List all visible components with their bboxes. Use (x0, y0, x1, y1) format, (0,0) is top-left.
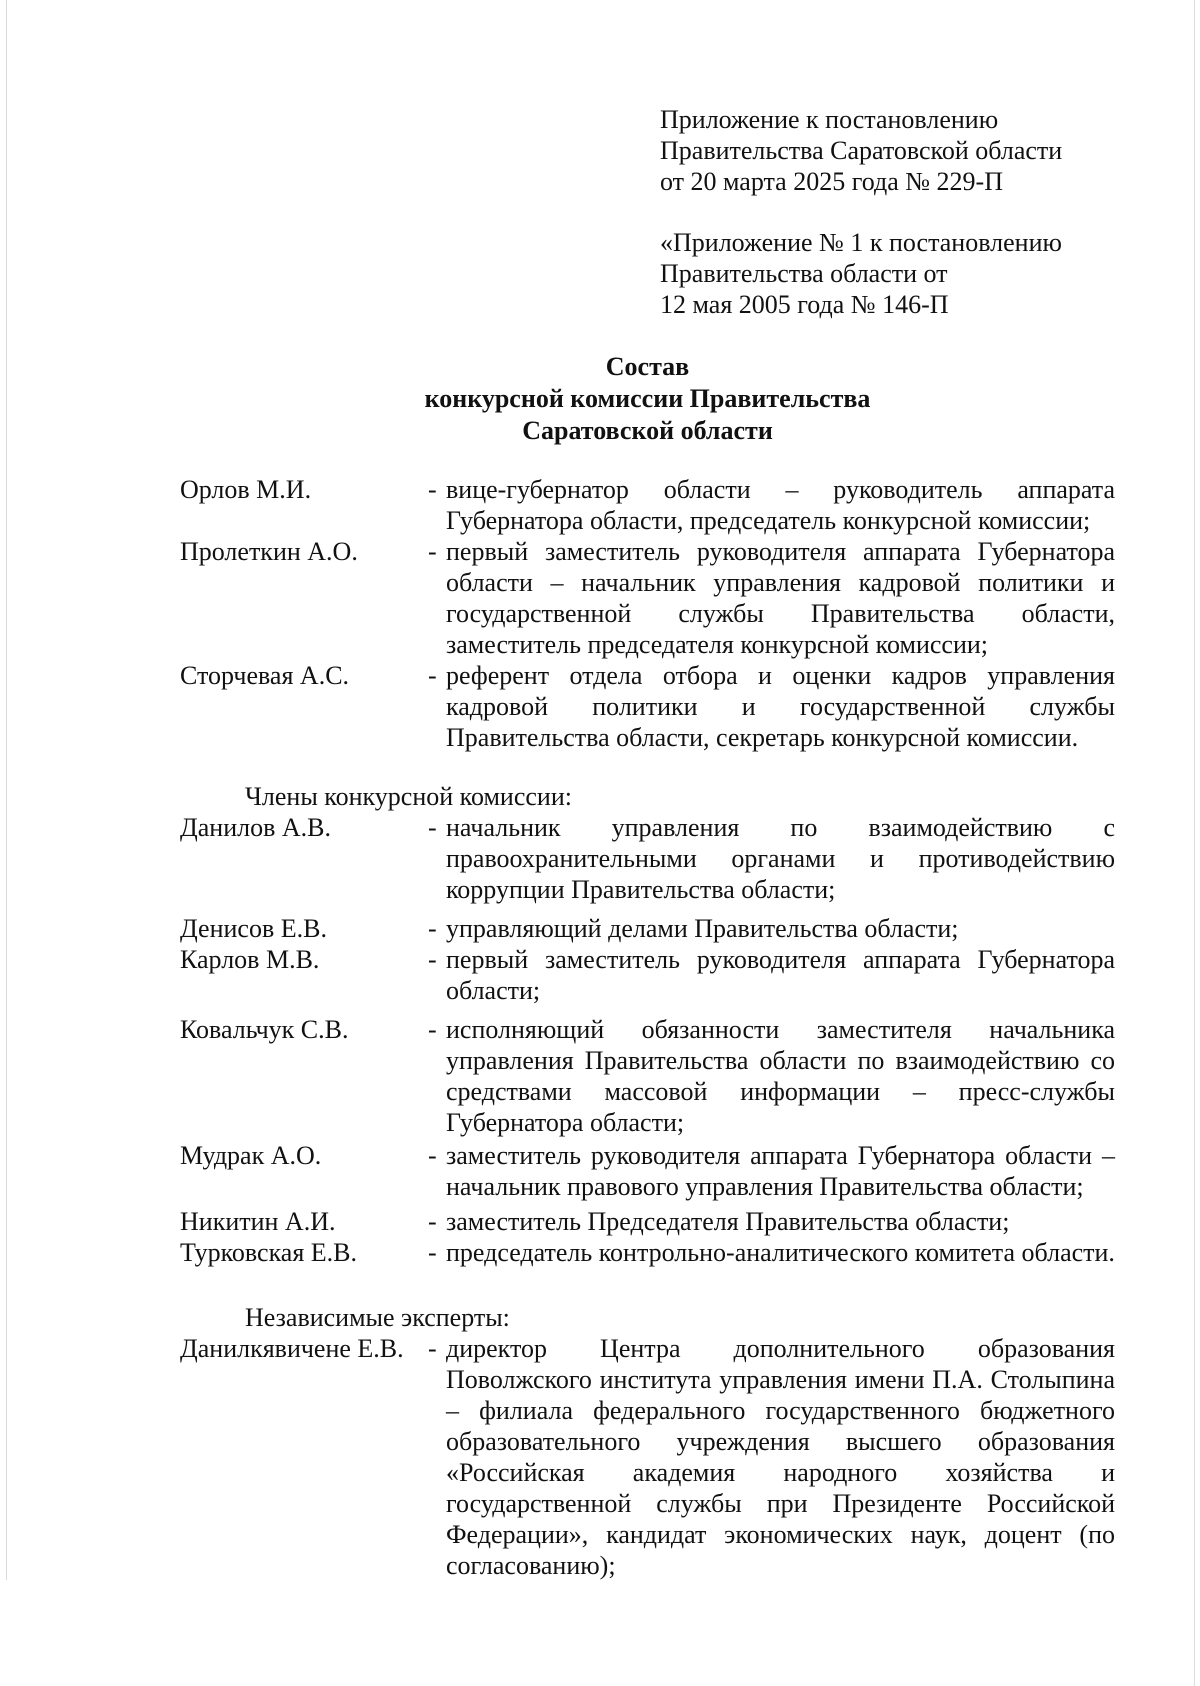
person-role: исполняющий обязанности заместителя начальника управления Правительства области по взаимодействию со средствами массовой информации – пресс-службы Губернатора области; (446, 1015, 1115, 1137)
person-name: Турковская Е.В. (180, 1238, 358, 1267)
dash: - (428, 1015, 437, 1044)
person-name: Пролеткин А.О. (180, 537, 358, 566)
header-line: «Приложение № 1 к постановлению (660, 228, 1062, 257)
list-item (180, 913, 1115, 944)
title-line: Саратовской области (522, 416, 773, 445)
leadership-list (180, 474, 1115, 753)
header-line: Правительства Саратовской области (660, 136, 1063, 165)
list-item (180, 812, 1115, 905)
person-role: первый заместитель руководителя аппарата Губернатора области – начальник управления кадровой политики и государственной службы Правительства области, заместитель председателя конкурсной комиссии; (446, 537, 1115, 659)
dash: - (428, 1238, 437, 1267)
dash: - (428, 1334, 437, 1363)
person-name: Орлов М.И. (180, 475, 312, 504)
person-name: Никитин А.И. (180, 1207, 336, 1236)
list-item (180, 1333, 1115, 1581)
title-line: Состав (605, 352, 690, 381)
list-item (180, 1140, 1115, 1202)
person-role: заместитель руководителя аппарата Губернатора области – начальник правового управления Правительства области; (446, 1141, 1115, 1201)
dash: - (428, 537, 437, 566)
person-name: Мудрак А.О. (180, 1141, 322, 1170)
person-role: председатель контрольно-аналитического комитета области. (446, 1238, 1115, 1267)
appendix-header (660, 104, 1160, 320)
dash: - (428, 1207, 437, 1236)
list-item (180, 660, 1115, 753)
dash: - (428, 475, 437, 504)
experts-heading: Независимые эксперты: (245, 1303, 510, 1332)
document-title (180, 351, 1115, 447)
dash: - (428, 1141, 437, 1170)
dash: - (428, 914, 437, 943)
members-list (180, 812, 1115, 1268)
person-name: Ковальчук С.В. (180, 1015, 349, 1044)
header-line: Приложение к постановлению (660, 105, 999, 134)
person-name: Денисов Е.В. (180, 914, 327, 943)
scan-edge-left (6, 0, 7, 1580)
dash: - (428, 813, 437, 842)
header-line: Правительства области от (660, 259, 948, 288)
title-line: конкурсной комиссии Правительства (424, 384, 871, 413)
list-item (180, 1237, 1115, 1268)
person-role: директор Центра дополнительного образования Поволжского института управления имени П.А. Столыпина – филиала федерального государственного бюджетного образовательного учреждения высшего образования «Российская академия народного хозяйства и государственной службы при Президенте Российской Федерации», кандидат экономических наук, доцент (по согласованию); (446, 1334, 1115, 1580)
header-line: 12 мая 2005 года № 146-П (660, 290, 949, 319)
person-role: первый заместитель руководителя аппарата Губернатора области; (446, 945, 1115, 1005)
person-role: заместитель Председателя Правительства области; (446, 1207, 1010, 1236)
person-name: Данилкявичене Е.В. (180, 1334, 404, 1363)
list-item (180, 474, 1115, 536)
dash: - (428, 661, 437, 690)
person-role: референт отдела отбора и оценки кадров управления кадровой политики и государственной службы Правительства области, секретарь конкурсной комиссии. (446, 661, 1115, 752)
list-item (180, 944, 1115, 1006)
dash: - (428, 945, 437, 974)
list-item (180, 1206, 1115, 1237)
person-role: вице-губернатор области – руководитель аппарата Губернатора области, председатель конкурсной комиссии; (446, 475, 1115, 535)
person-name: Карлов М.В. (180, 945, 320, 974)
person-name: Данилов А.В. (180, 813, 331, 842)
list-item (180, 1014, 1115, 1138)
header-line: от 20 марта 2025 года № 229-П (660, 167, 1003, 196)
person-role: управляющий делами Правительства области; (446, 914, 959, 943)
scan-edge-right (1194, 0, 1195, 1686)
list-item (180, 536, 1115, 660)
person-name: Сторчевая А.С. (180, 661, 350, 690)
experts-list (180, 1333, 1115, 1581)
members-heading: Члены конкурсной комиссии: (245, 782, 572, 811)
person-role: начальник управления по взаимодействию с правоохранительными органами и противодействию коррупции Правительства области; (446, 813, 1115, 904)
